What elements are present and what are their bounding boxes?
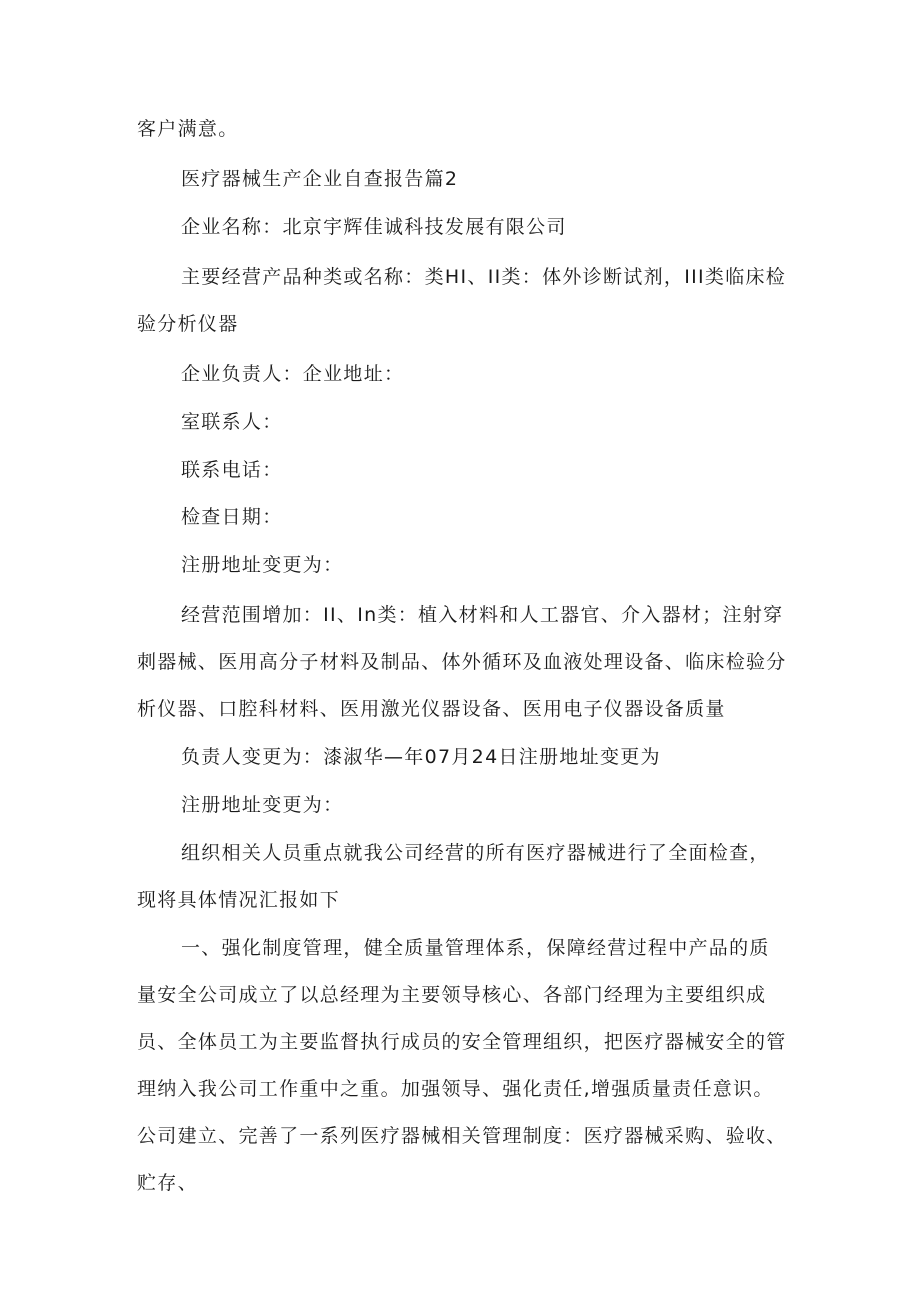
management-paragraph: 一、强化制度管理，健全质量管理体系，保障经营过程中产品的质量安全公司成立了以总经理为主要领导核心、各部门经理为主要组织成员、全体员工为主要监督执行成员的安全管理组织，把医疗器械安全的管理纳入我公司工作重中之重。加强领导、强化责任,增强质量责任意识。公司建立、完善了一系列医疗器械相关管理制度：医疗器械采购、验收、贮存、: [137, 937, 787, 1194]
company-name-line: 企业名称：北京宇辉佳诚科技发展有限公司: [181, 216, 567, 238]
section-title: 医疗器械生产企业自查报告篇2: [181, 168, 459, 190]
responsible-person-line: 企业负责人：企业地址：: [181, 363, 405, 385]
phone-line: 联系电话：: [181, 459, 283, 481]
registered-address-line-2: 注册地址变更为：: [181, 794, 344, 816]
inspection-date-line: 检查日期：: [181, 506, 283, 528]
responsible-change-line: 负责人变更为：漆淑华—年07月24日注册地址变更为: [181, 746, 661, 768]
product-category-paragraph: 主要经营产品种类或名称：类HI、II类：体外诊断试剂，III类临床检验分析仪器: [137, 266, 787, 335]
business-scope-paragraph: 经营范围增加：II、In类：植入材料和人工器官、介入器材；注射穿刺器械、医用高分子材料及制品、体外循环及血液处理设备、临床检验分析仪器、口腔科材料、医用激光仪器设备、医用电子仪器设备质量: [137, 604, 787, 720]
contact-person-line: 室联系人：: [181, 411, 283, 433]
inspection-intro-paragraph: 组织相关人员重点就我公司经营的所有医疗器械进行了全面检查，现将具体情况汇报如下: [137, 842, 770, 911]
paragraph-continuation: 客户满意。: [137, 118, 239, 140]
registered-address-line: 注册地址变更为：: [181, 554, 344, 576]
